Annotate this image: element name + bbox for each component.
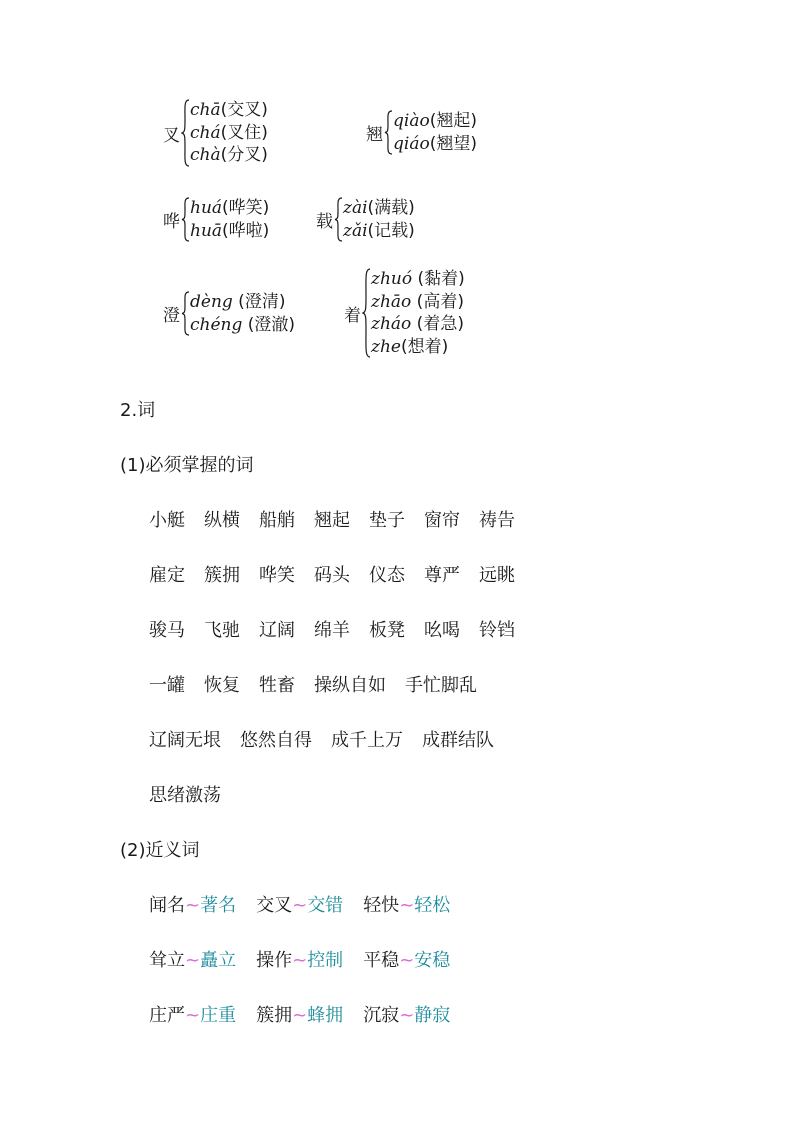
polyphone-deng: [163, 291, 295, 336]
word: 吆喝: [424, 620, 460, 641]
pinyin: huá: [190, 198, 223, 218]
tilde-mark: ~: [292, 1005, 308, 1026]
brace-icon: [181, 291, 190, 336]
synonym-pair: [149, 1001, 236, 1027]
word: 绵羊: [314, 620, 350, 641]
reading: [190, 99, 268, 122]
synonym-pair: [363, 946, 450, 972]
word-row: [149, 506, 534, 532]
word: 牲畜: [259, 675, 295, 696]
word: 仪态: [369, 565, 405, 586]
synonym-b: 控制: [307, 950, 344, 971]
word: 垫子: [369, 510, 405, 531]
section-heading: 2.词: [120, 400, 156, 421]
word: 远眺: [479, 565, 515, 586]
polyphone-zai: [316, 197, 415, 242]
synonym-a: 庄严: [149, 1005, 185, 1026]
polyphone-qiao: [366, 110, 477, 155]
synonym-b: 矗立: [200, 950, 237, 971]
reading: [343, 197, 415, 220]
word: 码头: [314, 565, 350, 586]
synonym-pair: [256, 1001, 343, 1027]
word: 操纵自如: [314, 675, 386, 696]
synonym-pair: [363, 891, 450, 917]
word: 簇拥: [204, 565, 240, 586]
reading: [190, 144, 268, 167]
tilde-mark: ~: [292, 895, 308, 916]
word-row: [149, 726, 513, 752]
example-word: (翘起): [429, 111, 477, 131]
pinyin: qiáo: [393, 133, 430, 154]
word-row: [149, 561, 534, 587]
word: 纵横: [204, 510, 240, 531]
polyphone-char: 着: [344, 305, 361, 326]
synonym-a: 闻名: [149, 895, 185, 916]
polyphone-char: 翘: [366, 125, 383, 145]
example-word: (黏着): [412, 269, 465, 289]
reading: [190, 220, 269, 243]
pinyin: qiào: [393, 111, 430, 131]
polyphone-cha: [163, 99, 268, 167]
example-word: (交叉): [220, 100, 268, 121]
pinyin: huā: [190, 220, 223, 241]
word: 窗帘: [424, 510, 460, 531]
word: 成千上万: [331, 730, 403, 751]
brace-icon: [362, 268, 371, 358]
example-word: (分叉): [220, 145, 268, 166]
reading: [190, 314, 295, 337]
synonym-a: 簇拥: [256, 1005, 293, 1026]
word: 船艄: [259, 510, 295, 531]
tilde-mark: ~: [185, 895, 201, 916]
reading: [371, 291, 465, 314]
synonym-pair: [256, 946, 343, 972]
subsection-heading: (1)必须掌握的词: [120, 455, 254, 476]
synonym-a: 交叉: [256, 895, 293, 916]
synonym-pair: [149, 946, 236, 972]
example-word: (哗啦): [222, 220, 270, 241]
brace-icon: [181, 99, 190, 167]
synonym-b: 蜂拥: [307, 1005, 344, 1026]
pinyin: chá: [190, 122, 221, 143]
word: 悠然自得: [240, 730, 312, 751]
synonym-b: 轻松: [414, 895, 451, 916]
synonym-b: 安稳: [414, 950, 451, 971]
word: 骏马: [149, 620, 185, 641]
pinyin: zǎi: [343, 220, 368, 241]
synonym-pair: [256, 891, 343, 917]
pinyin: chā: [190, 100, 221, 121]
synonym-b: 庄重: [200, 1005, 237, 1026]
example-word: (澄澈): [242, 314, 296, 335]
synonym-pair: [149, 891, 236, 917]
synonym-row: [149, 1001, 470, 1027]
synonym-b: 静寂: [414, 1005, 451, 1026]
reading: [393, 110, 477, 133]
word: 尊严: [424, 565, 460, 586]
word: 飞驰: [204, 620, 240, 641]
pinyin: zài: [343, 198, 368, 218]
tilde-mark: ~: [185, 950, 201, 971]
word: 雇定: [149, 565, 185, 586]
pinyin: chéng: [190, 314, 243, 335]
word: 一罐: [149, 675, 185, 696]
example-word: (满载): [367, 198, 415, 218]
polyphone-char: 哗: [163, 212, 180, 232]
word: 辽阔无垠: [149, 730, 221, 751]
example-word: (叉住): [220, 122, 268, 143]
word: 板凳: [369, 620, 405, 641]
pinyin: chà: [190, 145, 221, 166]
synonym-row: [149, 946, 470, 972]
word: 思绪激荡: [149, 785, 221, 806]
pinyin: zhuó: [371, 269, 413, 289]
word-row: [149, 781, 240, 807]
synonym-b: 交错: [307, 895, 344, 916]
brace-icon: [334, 197, 343, 242]
reading: [190, 197, 269, 220]
subsection-heading: (2)近义词: [120, 840, 200, 861]
pinyin: zháo: [371, 314, 412, 334]
reading: [393, 133, 477, 156]
word-row: [149, 616, 534, 642]
synonym-a: 耸立: [149, 950, 185, 971]
word: 哗笑: [259, 565, 295, 586]
synonym-a: 沉寂: [363, 1005, 400, 1026]
pinyin: dèng: [190, 292, 233, 312]
polyphone-char: 叉: [163, 125, 180, 146]
example-word: (想着): [400, 336, 449, 357]
word: 祷告: [479, 510, 515, 531]
pinyin: zhāo: [371, 291, 412, 312]
tilde-mark: ~: [399, 1005, 415, 1026]
reading: [371, 336, 465, 359]
synonym-a: 平稳: [363, 950, 400, 971]
synonym-a: 轻快: [363, 895, 400, 916]
polyphone-hua: [163, 197, 269, 242]
word: 成群结队: [422, 730, 494, 751]
tilde-mark: ~: [292, 950, 308, 971]
brace-icon: [384, 110, 393, 155]
example-word: (澄清): [232, 292, 286, 312]
word: 辽阔: [259, 620, 295, 641]
brace-icon: [181, 197, 190, 242]
reading: [343, 220, 415, 243]
tilde-mark: ~: [185, 1005, 201, 1026]
example-word: (翘望): [429, 133, 477, 154]
word: 翘起: [314, 510, 350, 531]
word: 恢复: [204, 675, 240, 696]
word-row: [149, 671, 496, 697]
polyphone-zhuo: [344, 268, 465, 358]
tilde-mark: ~: [399, 950, 415, 971]
synonym-pair: [363, 1001, 450, 1027]
word: 铃铛: [479, 620, 515, 641]
example-word: (着急): [411, 314, 464, 334]
reading: [190, 291, 295, 314]
word: 小艇: [149, 510, 185, 531]
word: 手忙脚乱: [405, 675, 477, 696]
synonym-row: [149, 891, 470, 917]
reading: [371, 313, 465, 336]
reading: [371, 268, 465, 291]
reading: [190, 122, 268, 145]
pinyin: zhe: [371, 336, 401, 357]
example-word: (哗笑): [222, 198, 270, 218]
example-word: (记载): [367, 220, 415, 241]
example-word: (高着): [411, 291, 464, 312]
tilde-mark: ~: [399, 895, 415, 916]
polyphone-char: 载: [316, 212, 333, 232]
synonym-b: 著名: [200, 895, 237, 916]
synonym-a: 操作: [256, 950, 293, 971]
polyphone-char: 澄: [163, 306, 180, 326]
